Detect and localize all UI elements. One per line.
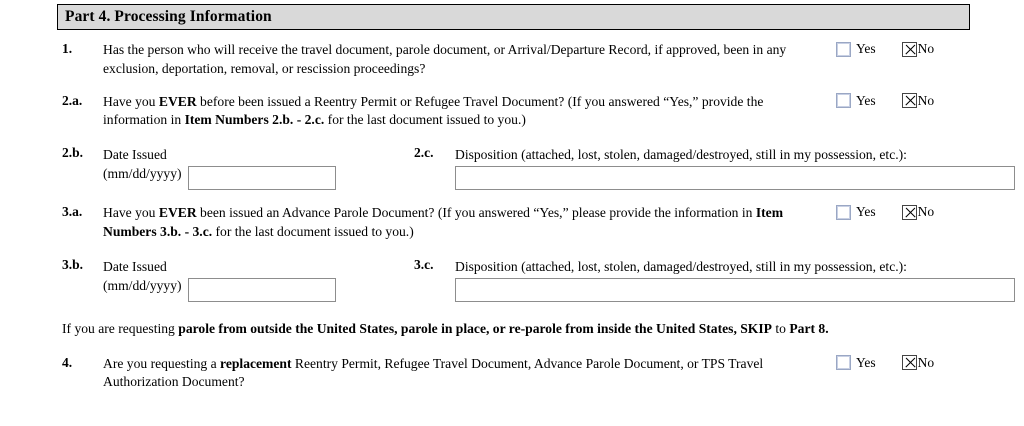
- question-number: 2.a.: [62, 92, 83, 108]
- no-checkbox-4[interactable]: [902, 355, 917, 370]
- question-number: 3.a.: [62, 204, 83, 220]
- item-number: 2.b.: [62, 145, 84, 160]
- date-issued-group-3b: [57, 257, 409, 302]
- yes-label: Yes: [856, 354, 876, 370]
- yes-option-3a[interactable]: [836, 204, 876, 220]
- yes-label: Yes: [856, 204, 876, 220]
- yes-checkbox-3a[interactable]: [836, 205, 851, 220]
- yes-checkbox-2a[interactable]: [836, 93, 851, 108]
- form-section: [57, 4, 970, 392]
- yes-option-4[interactable]: [836, 355, 876, 371]
- yes-option-2a[interactable]: [836, 93, 876, 109]
- yes-checkbox-1[interactable]: [836, 42, 851, 57]
- disposition-label: Disposition (attached, lost, stolen, damaged/destroyed, still in my possession, etc.):: [455, 258, 907, 274]
- yes-checkbox-4[interactable]: [836, 355, 851, 370]
- no-checkbox-1[interactable]: [902, 42, 917, 57]
- question-text: Are you requesting a replacement Reentry Permit, Refugee Travel Document, Advance Parole Document, or TPS Travel Authorization Document?: [103, 355, 764, 390]
- yes-option-1[interactable]: [836, 41, 876, 57]
- skip-instruction-note: If you are requesting parole from outside the United States, parole in place, or re-parole from inside the United States, SKIP to Part 8.: [62, 320, 829, 336]
- question-row-2a: [57, 93, 970, 131]
- part-header: [57, 4, 970, 30]
- date-format-hint: (mm/dd/yyyy): [103, 277, 182, 293]
- question-text: Has the person who will receive the travel document, parole document, or Arrival/Departure Record, if approved, been in any exclusion, deportation, removal, or rescission proceedings?: [103, 42, 787, 76]
- no-label: No: [917, 41, 935, 56]
- no-checkbox-3a[interactable]: [902, 205, 917, 220]
- yes-label: Yes: [856, 92, 876, 108]
- disposition-group-3c: [409, 257, 1015, 302]
- question-row-4: [57, 355, 970, 393]
- question-row-1: [57, 41, 970, 79]
- item-number: 2.c.: [414, 145, 434, 160]
- no-label: No: [917, 354, 935, 370]
- yes-no-group-4: [832, 355, 970, 371]
- yes-no-group-3a: [832, 204, 970, 220]
- question-number: 4.: [62, 354, 73, 370]
- date-issued-group-2b: [57, 145, 409, 190]
- question-text: Have you EVER been issued an Advance Parole Document? (If you answered “Yes,” please provide the information in Item Numbers 3.b. - 3.c. for the last document issued to you.): [103, 205, 784, 239]
- yes-no-group-1: [832, 41, 970, 57]
- no-option-3a[interactable]: [902, 204, 935, 220]
- date-disposition-block-2: [57, 145, 970, 190]
- item-number: 3.b.: [62, 256, 84, 272]
- question-text: Have you EVER before been issued a Reentry Permit or Refugee Travel Document? (If you answered “Yes,” provide the information in Item Numbers 2.b. - 2.c. for the last document issued to you.): [103, 93, 764, 128]
- date-issued-label: Date Issued: [103, 147, 167, 162]
- yes-no-group-2a: [832, 93, 970, 109]
- date-disposition-block-3: [57, 257, 970, 302]
- no-option-2a[interactable]: [902, 93, 935, 109]
- no-label: No: [917, 204, 935, 220]
- disposition-group-2c: [409, 145, 1015, 190]
- question-number: 1.: [62, 41, 73, 56]
- no-option-4[interactable]: [902, 355, 935, 371]
- disposition-input-2c[interactable]: [455, 166, 1015, 190]
- date-issued-input-3b[interactable]: [188, 278, 336, 302]
- no-label: No: [917, 92, 935, 108]
- date-issued-label: Date Issued: [103, 258, 167, 274]
- yes-label: Yes: [856, 41, 876, 56]
- question-row-3a: [57, 204, 970, 242]
- part-header-title: Part 4. Processing Information: [65, 8, 272, 25]
- item-number: 3.c.: [414, 256, 434, 272]
- disposition-label: Disposition (attached, lost, stolen, damaged/destroyed, still in my possession, etc.):: [455, 147, 907, 162]
- no-option-1[interactable]: [902, 41, 935, 57]
- date-issued-input-2b[interactable]: [188, 166, 336, 190]
- no-checkbox-2a[interactable]: [902, 93, 917, 108]
- date-format-hint: (mm/dd/yyyy): [103, 166, 182, 182]
- disposition-input-3c[interactable]: [455, 278, 1015, 302]
